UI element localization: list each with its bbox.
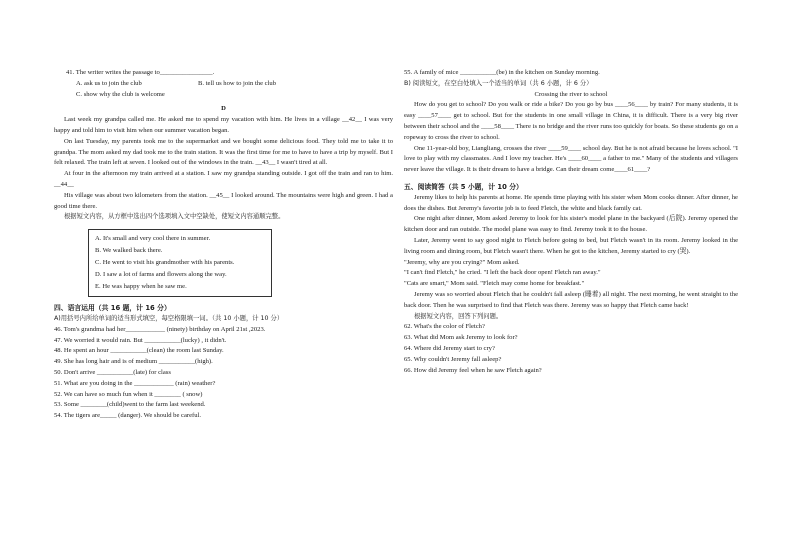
passage-b-title: Crossing the river to school xyxy=(534,90,608,98)
question-65: 65. Why couldn't Jeremy fall asleep? xyxy=(404,355,502,363)
question-66: 66. How did Jeremy feel when he saw Fletch again? xyxy=(404,366,542,374)
question-50: 50. Don't arrive ___________(late) for class xyxy=(54,368,171,376)
passage-b-paragraph-1: How do you get to school? Do you walk or ride a bike? Do you go by bus ____56____ by train? For many students, it is easy ____57____ get to school. But for the students in one small village in China, it is difficult. There is a very big river between their school and the ____58____ There is no bridge and the river runs too quickly for boats. So these students go on a ropeway to cross the river to school. xyxy=(404,101,738,141)
options-box xyxy=(88,229,272,297)
section-4-title: 四、语言运用（共 16 题，计 16 分） xyxy=(54,304,171,313)
reading-paragraph-1: Jeremy likes to help his parents at home. He spends time playing with his sister when Mom cooks dinner. After dinner, he does the dishes. But Jeremy's favorite job is to feed Fletch, the white and black family cat. xyxy=(404,193,738,212)
question-51: 51. What are you doing in the ____________ (rain) weather? xyxy=(54,379,216,387)
passage-d-paragraph-1: Last week my grandpa called me. He asked me to spend my vacation with him. He lives in a village __42__ I was very happy and told him to visit him when our summer vacation began. xyxy=(54,116,393,134)
section-4-part-a-instructions: A)用括号内所给单词的适当形式填空，每空格限填一词。（共 10 小题，计 10 分） xyxy=(54,314,284,322)
question-48: 48. He spent an hour ___________(clean) the room last Sunday. xyxy=(54,347,224,355)
question-49: 49. She has long hair and is of medium ___________(high). xyxy=(54,358,213,366)
question-62: 62. What's the color of Fletch? xyxy=(404,323,485,331)
reading-instructions: 根据短文内容，回答下列问题。 xyxy=(414,312,503,320)
passage-b-paragraph-2: One 11-year-old boy, Liangliang, crosses the river ____59____ school day. But he is not afraid because he loves school. "I love to play with my classmates. And I love my teacher. He's ____60____ a father to me." Many of the students and villagers never leave the village. It is their dream to have a bridge. Can their dream come____61____? xyxy=(404,144,738,174)
box-option-e: E. He was happy when he saw me. xyxy=(95,283,187,291)
reading-dialogue-3: "Cats are smart," Mom said. "Fletch may come home for breakfast." xyxy=(404,280,585,288)
section-b-instructions: B) 阅读短文，在空白处填入一个适当的单词（共 6 小题，计 6 分） xyxy=(404,79,593,87)
box-option-c: C. He went to visit his grandmother with his parents. xyxy=(95,259,235,267)
box-option-b: B. We walked back there. xyxy=(95,247,163,255)
passage-d-paragraph-2: On last Tuesday, my parents took me to the supermarket and we bought some delicious food. They told me to take it to grandpa. The mom asked my dad took me to the train station. It was the first time for me to have to have a trip by myself. But I felt relaxed. The train left at seven. I looked out of the windows in the train. __43__ I wasn't tired at all. xyxy=(54,137,393,167)
reading-paragraph-2: One night after dinner, Mom asked Jeremy to look for his sister's model plane in the backyard (后院). Jeremy opened the kitchen door and ran outside. The model plane was easy to find. Jeremy took it to the house. xyxy=(404,215,738,234)
question-41-options xyxy=(54,79,393,90)
section-5-title: 五、阅读简答（共 5 小题，计 10 分） xyxy=(404,182,523,191)
question-52: 52. We can have so much fun when it ________ ( snow) xyxy=(54,390,203,398)
reading-dialogue-1: "Jeremy, why are you crying?" Mom asked. xyxy=(404,258,520,266)
question-46: 46. Tom's grandma had her____________ (ninety) birthday on April 21st ,2023. xyxy=(54,325,266,333)
question-55: 55. A family of mice ___________(be) in the kitchen on Sunday morning. xyxy=(404,69,600,76)
box-option-a: A. It's small and very cool there in summer. xyxy=(95,235,211,243)
question-54: 54. The tigers are_____ (danger). We should be careful. xyxy=(54,412,201,420)
passage-d-paragraph-3: At four in the afternoon my train arrived at a station. I saw my grandpa standing outside. I got off the train and ran to him. __44__ xyxy=(54,170,393,188)
option-41-b: B. tell us how to join the club xyxy=(198,79,277,87)
reading-dialogue-2: "I can't find Fletch," he cried. "I left the back door open! Fletch ran away." xyxy=(404,269,601,277)
question-53: 53. Some ________(child)went to the farm last weekend. xyxy=(54,401,206,409)
reading-paragraph-4: Jeremy was so worried about Fletch that he couldn't fall asleep (睡着) all night. The next morning, he went straight to the back door. Then he was surprised to find that Fletch was there. Jeremy was so happy that Fletch came back! xyxy=(404,290,738,309)
option-41-a: A. ask us to join the club xyxy=(76,79,142,87)
option-41-c: C. show why the club is welcome xyxy=(76,90,165,98)
question-63: 63. What did Mom ask Jeremy to look for? xyxy=(404,334,518,342)
left-column xyxy=(54,68,393,422)
passage-d-paragraph-4: His village was about two kilometers from the station. __45__ I looked around. The mountains were high and green. I had a good time there. xyxy=(54,191,393,210)
box-option-d: D. I saw a lot of farms and flowers along the way. xyxy=(95,271,227,279)
question-64: 64. Where did Jeremy start to cry? xyxy=(404,344,495,352)
right-column xyxy=(404,68,738,376)
question-41: 41. The writer writes the passage to________________. xyxy=(66,69,215,76)
section-d-heading: D xyxy=(221,105,226,113)
reading-paragraph-3: Later, Jeremy went to say good night to Fletch before going to bed, but Fletch wasn't in its room. Jeremy looked in the living room and dining room, but Fletch wasn't there. When he got to the kitchen, Jeremy started to cry (哭). xyxy=(404,236,738,255)
question-47: 47. We worried it would rain. But ___________(lucky) , it didn't. xyxy=(54,336,227,344)
passage-d-instructions: 根据短文内容，从方框中选出四个选项填入文中空缺处，使短文内容通顺完整。 xyxy=(64,213,285,221)
